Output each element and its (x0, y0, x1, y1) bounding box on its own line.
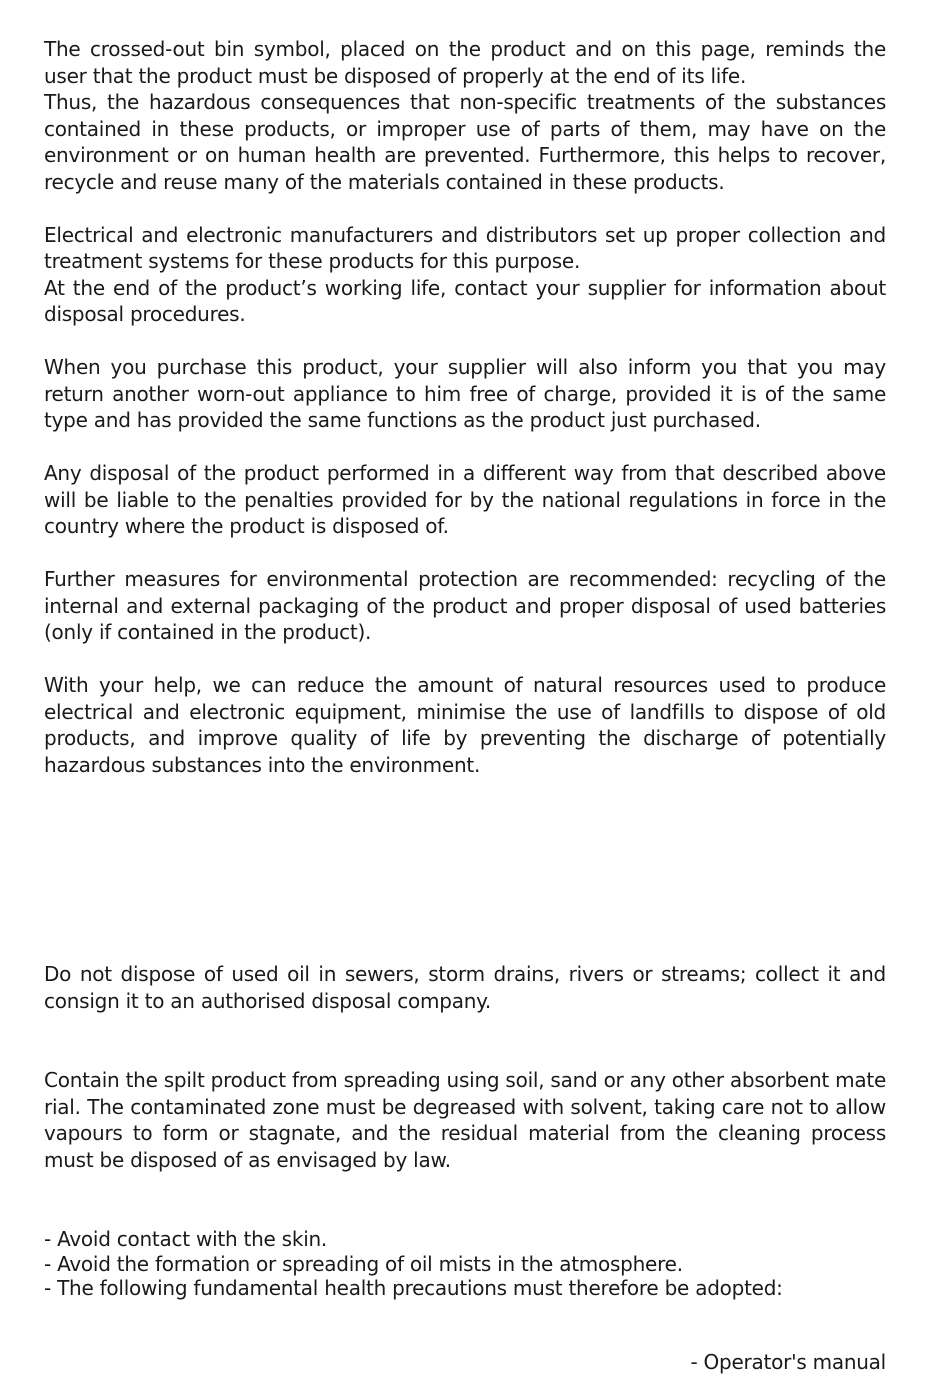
oil-spill-section (44, 1067, 886, 1173)
oil-precautions-list (44, 1227, 886, 1301)
weee-paragraph-1a: The crossed-out bin symbol, placed on the product and on this page, reminds the user that the product must be disposed of properly at the end of its life. (44, 37, 886, 88)
weee-paragraph-3: When you purchase this product, your supplier will also inform you that you may return another worn-out appliance to him free of charge, provided it is of the same type and has provided the same functions as the product just purchased. (44, 355, 886, 432)
list-item: - Avoid the formation or spreading of oil mists in the atmosphere. (44, 1251, 683, 1276)
weee-section (44, 36, 886, 778)
weee-paragraph-2a: Electrical and electronic manufacturers and distributors set up proper collection and treatment systems for these products for this purpose. (44, 222, 886, 273)
weee-paragraph-5: Further measures for environmental protection are recommended: recycling of the internal and external packaging of the product and proper disposal of used batteries (only if contained in the product). (44, 567, 886, 644)
oil-spill-paragraph: Contain the spilt product from spreading using soil, sand or any other absorbent mate rial. The contaminated zone must be degreased with solvent, taking care not to allow vapours to form or stagnate, and the residual material from the cleaning process must be disposed of as envisaged by law. (44, 1068, 886, 1172)
weee-paragraph-2b: At the end of the product’s working life, contact your supplier for information about disposal procedures. (44, 275, 886, 326)
list-item: - Avoid contact with the skin. (44, 1227, 328, 1251)
oil-disposal-paragraph: Do not dispose of used oil in sewers, storm drains, rivers or streams; collect it and consign it to an authorised disposal company. (44, 962, 886, 1013)
weee-paragraph-1b: Thus, the hazardous consequences that non-specific treatments of the substances contained in these products, or improper use of parts of them, may have on the environment or on human health are prevented. Furthermore, this helps to recover, recycle and reuse many of the materials contained in these products. (44, 90, 886, 194)
weee-paragraph-6: With your help, we can reduce the amount of natural resources used to produce electrical and electronic equipment, minimise the use of landfills to dispose of old products, and improve quality of life by preventing the discharge of potentially hazardous substances into the environment. (44, 673, 886, 777)
list-item: - The following fundamental health precautions must therefore be adopted: (44, 1276, 783, 1300)
footer-label: - Operator's manual (690, 1350, 886, 1374)
oil-disposal-section (44, 961, 886, 1014)
weee-paragraph-4: Any disposal of the product performed in a different way from that described above will be liable to the penalties provided for by the national regulations in force in the country where the product is disposed of. (44, 461, 886, 538)
